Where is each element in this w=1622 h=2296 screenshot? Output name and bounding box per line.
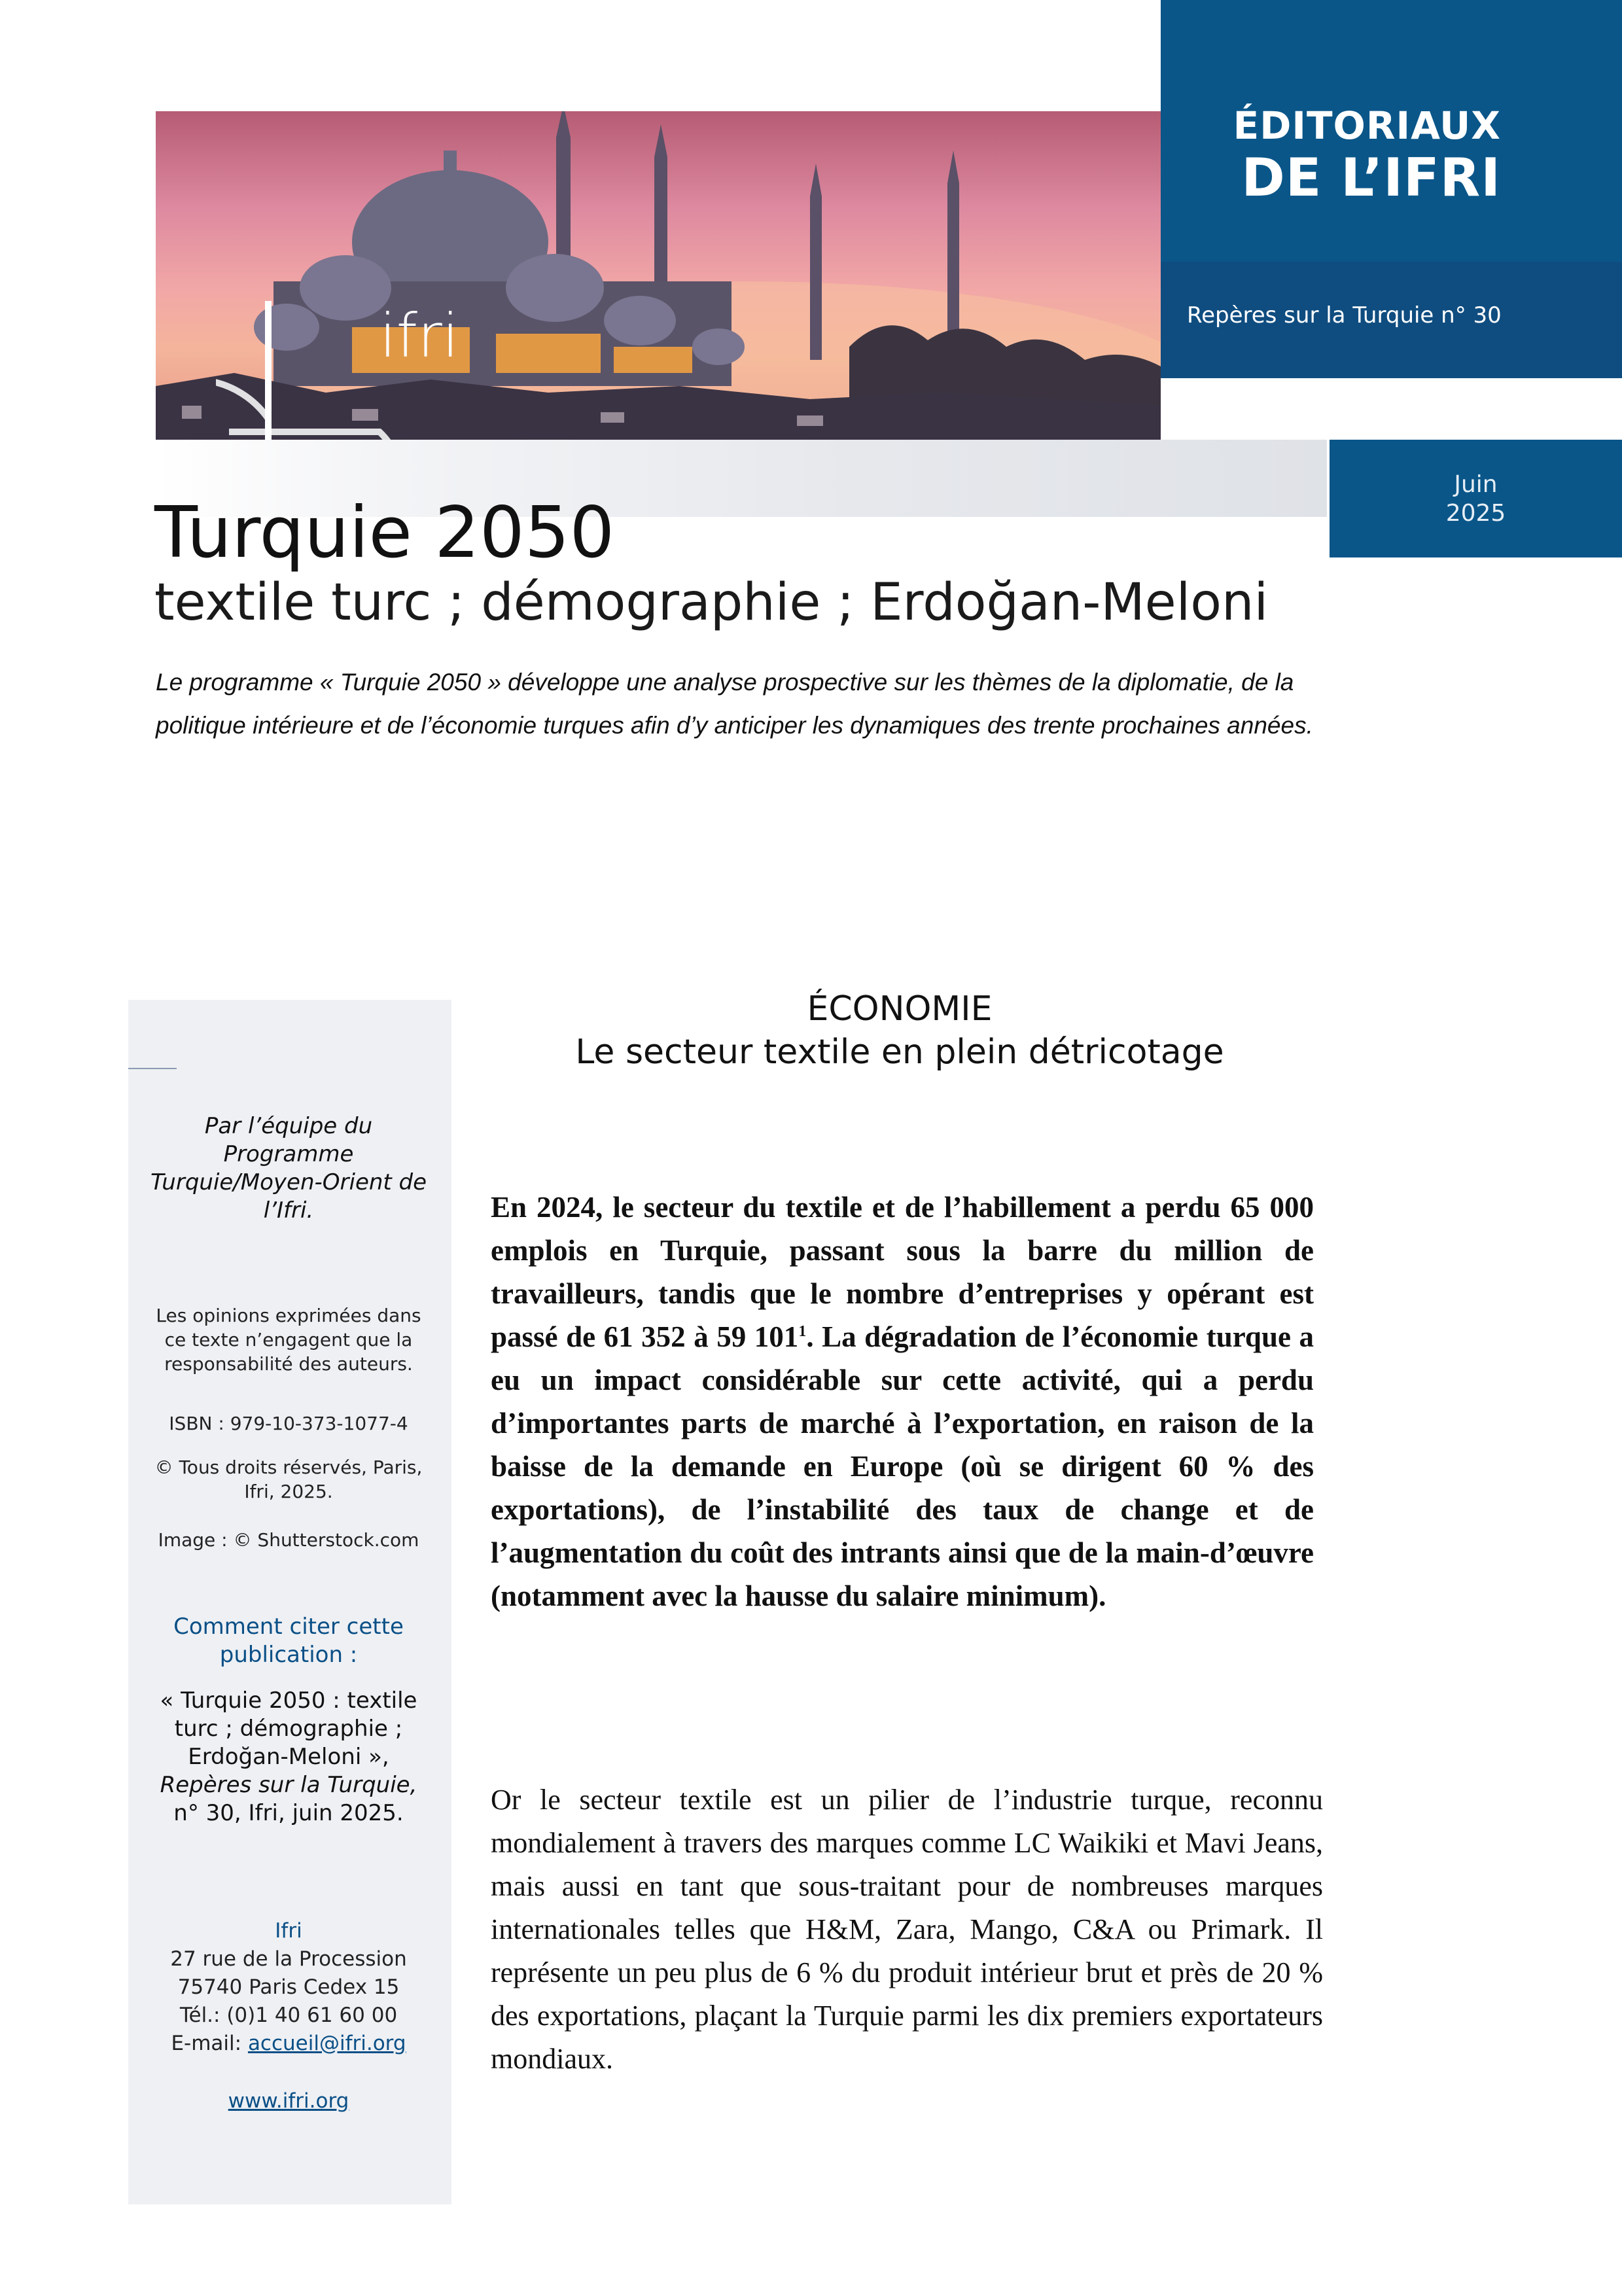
lead-text-part1: En 2024, le secteur du textile et de l’habillement a perdu 65 000 emplois en Turquie, passant sous la barre du million de travailleurs, tandis que le nombre d’entreprises y opérant est passé de 61 352 à 59 101 — [491, 1191, 1314, 1353]
series-label: Repères sur la Turquie n° 30 — [1187, 302, 1502, 328]
cite-part3: n° 30, Ifri, juin 2025. — [173, 1800, 404, 1826]
page-subtitle: textile turc ; démographie ; Erdoğan-Meloni — [154, 573, 1269, 632]
cite-text — [148, 1687, 429, 1828]
email-link[interactable]: accueil@ifri.org — [247, 2032, 406, 2055]
sidebar-authors: Par l’équipe du Programme Turquie/Moyen-Orient de l’Ifri. — [150, 1113, 427, 1224]
footnote-ref[interactable]: 1 — [798, 1323, 807, 1340]
body-paragraph: Or le secteur textile est un pilier de l’industrie turque, reconnu mondialement à travers des marques comme LC Waikiki et Mavi Jeans, mais aussi en tant que sous-traitant pour de nombreuses marques internationales telles que H&M, Zara, Mango, C&A ou Primark. Il représente un peu plus de 6 % du produit intérieur brut et près de 20 % des exportations, plaçant la Turquie parmi les dix premiers exportateurs mondiaux. — [491, 1784, 1323, 2075]
section-label: ÉCONOMIE — [807, 989, 993, 1029]
website-row — [148, 2087, 429, 2115]
cite-series: Repères sur la Turquie, — [160, 1772, 417, 1798]
brand-title-line1: ÉDITORIAUX — [1233, 103, 1501, 148]
date-block — [1330, 440, 1622, 557]
date-month: Juin — [1454, 471, 1498, 498]
logo-wordmark: ifri — [379, 301, 459, 371]
website-link[interactable]: www.ifri.org — [228, 2089, 349, 2113]
sidebar-rights: © Tous droits réservés, Paris, Ifri, 2025. — [154, 1457, 423, 1502]
lead-text-part2: . La dégradation de l’économie turque a eu un impact considérable sur cette activité, qui a perdu d’importantes parts de marché à l’exportation, en raison de la baisse de la demande en Europe (où se dirigent 60 % des exportations), de l’instabilité des taux de change et de l’augmentation du coût des intrants ainsi que de la main-d’œuvre (notamment avec la hausse du salaire minimum). — [491, 1320, 1314, 1612]
section-title: Le secteur textile en plein détricotage — [575, 1033, 1224, 1072]
sidebar-disclaimer: Les opinions exprimées dans ce texte n’engagent que la responsabilité des auteurs. — [156, 1305, 421, 1375]
email-label: E-mail: — [171, 2032, 242, 2055]
sidebar-rule — [128, 1068, 177, 1069]
intro-text: Le programme « Turquie 2050 » développe une analyse prospective sur les thèmes de la diplomatie, de la politique intérieure et de l’économie turques afin d’y anticiper les dynamiques des trente prochaines années. — [156, 669, 1313, 739]
brand-title-line2: DE L’IFRI — [1241, 147, 1501, 208]
sidebar-isbn: ISBN : 979-10-373-1077-4 — [169, 1413, 408, 1434]
address-line2: 75740 Paris Cedex 15 — [177, 1975, 400, 1999]
cite-heading: Comment citer cette publication : — [173, 1614, 404, 1668]
lead-paragraph — [491, 1186, 1314, 1617]
phone: Tél.: (0)1 40 61 60 00 — [179, 2004, 398, 2027]
org-name: Ifri — [275, 1919, 302, 1943]
org-address — [148, 1945, 429, 2058]
address-line1: 27 rue de la Procession — [170, 1947, 407, 1971]
sidebar-image-credit: Image : © Shutterstock.com — [158, 1529, 419, 1551]
date-year: 2025 — [1445, 500, 1506, 527]
email-row — [148, 2030, 429, 2058]
cite-part1: « Turquie 2050 : textile turc ; démographie ; Erdoğan-Meloni », — [160, 1687, 417, 1770]
page-title: Turquie 2050 — [154, 492, 615, 574]
